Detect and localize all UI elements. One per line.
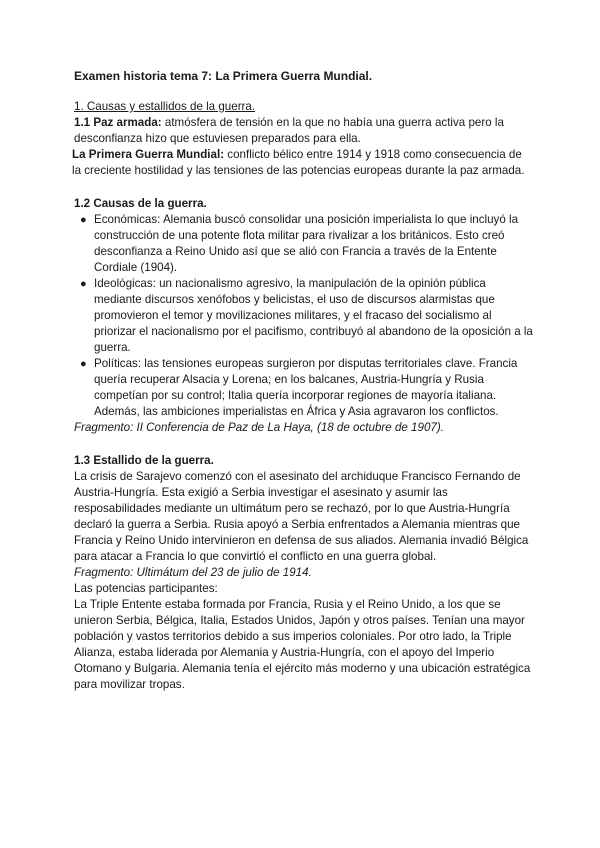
alliances-paragraph: La Triple Entente estaba formada por Francia, Rusia y el Reino Unido, a los que se unieron Serbia, Bélgica, Italia, Estados Unidos, Japón y otros países. Tenían una mayor población y vastos territorios debido a sus imperios coloniales. Por otro lado, la Triple Alianza, estaba liderada por Alemania y Austria-Hungría, con el apoyo del Imperio Otomano y Bulgaria. Alemania tenía el ejército más moderno y una ubicación estratégica para movilizar tropas. [74, 598, 531, 691]
bullet-icon: ● [80, 278, 87, 290]
primera-guerra-term: La Primera Guerra Mundial: [72, 148, 225, 161]
paz-armada-text: atmósfera de tensión en la que no había una guerra activa pero la desconfianza hizo que estuviesen preparados para ella. [74, 116, 504, 145]
document-page [74, 68, 534, 693]
section1-heading: 1. Causas y estallidos de la guerra. [74, 100, 256, 113]
bullet-icon: ● [80, 214, 87, 226]
list-item: ● Políticas: las tensiones europeas surgieron por disputas territoriales clave. Francia quería recuperar Alsacia y Lorena; en los balcanes, Austria-Hungría y Rusia competían por su control; Italia quería incorporar regiones de mayoría italiana. Además, las ambiciones imperialistas en África y Asia agravaron los conflictos. [80, 357, 518, 418]
section2-heading: 1.2 Causas de la guerra. [74, 197, 207, 210]
participants-label: Las potencias participantes: [74, 582, 218, 595]
list-item: ● Ideológicas: un nacionalismo agresivo, la manipulación de la opinión pública mediante discursos xenófobos y belicistas, el uso de discursos alarmistas que promovieron el temor y movilizaciones militares, y el fracaso del socialismo al priorizar el nacionalismo por el pacifismo, contribuyó al abandono de la oposición a la guerra. [80, 277, 533, 354]
sarajevo-paragraph: La crisis de Sarajevo comenzó con el asesinato del archiduque Francisco Fernando de Austria-Hungría. Esta exigió a Serbia investigar el asesinato y asumir las resposabilidades mediante un ultimátum pero se rechazó, por lo que Austria-Hungría declaró la guerra a Serbia. Rusia apoyó a Serbia enfrentados a Alemania mientras que Francia y Reino Unido intervinieron en defensa de sus aliados. Alemania invadió Bélgica para atacar a Francia lo que convirtió el conflicto en una guerra global. [74, 470, 529, 563]
paz-armada-definition [74, 115, 534, 147]
bullet-icon: ● [80, 358, 87, 370]
paz-armada-term: 1.1 Paz armada: [74, 116, 162, 129]
fragment-haya: Fragmento: II Conferencia de Paz de La Haya, (18 de octubre de 1907). [74, 421, 444, 434]
primera-guerra-definition [72, 147, 534, 179]
fragment-ultimatum: Fragmento: Ultimátum del 23 de julio de 1914. [74, 566, 312, 579]
causes-list [74, 212, 534, 420]
list-item: ● Económicas: Alemania buscó consolidar una posición imperialista lo que incluyó la construcción de una potente flota militar para rivalizar a los británicos. Esto creó desconfianza a Reino Unido así que se alió con Francia a través de la Entente Cordiale (1904). [80, 213, 519, 274]
document-title: Examen historia tema 7: La Primera Guerra Mundial. [74, 69, 373, 83]
section3-heading: 1.3 Estallido de la guerra. [74, 454, 214, 467]
primera-guerra-text: conflicto bélico entre 1914 y 1918 como consecuencia de la creciente hostilidad y las tensiones de las potencias europeas durante la paz armada. [72, 148, 525, 177]
